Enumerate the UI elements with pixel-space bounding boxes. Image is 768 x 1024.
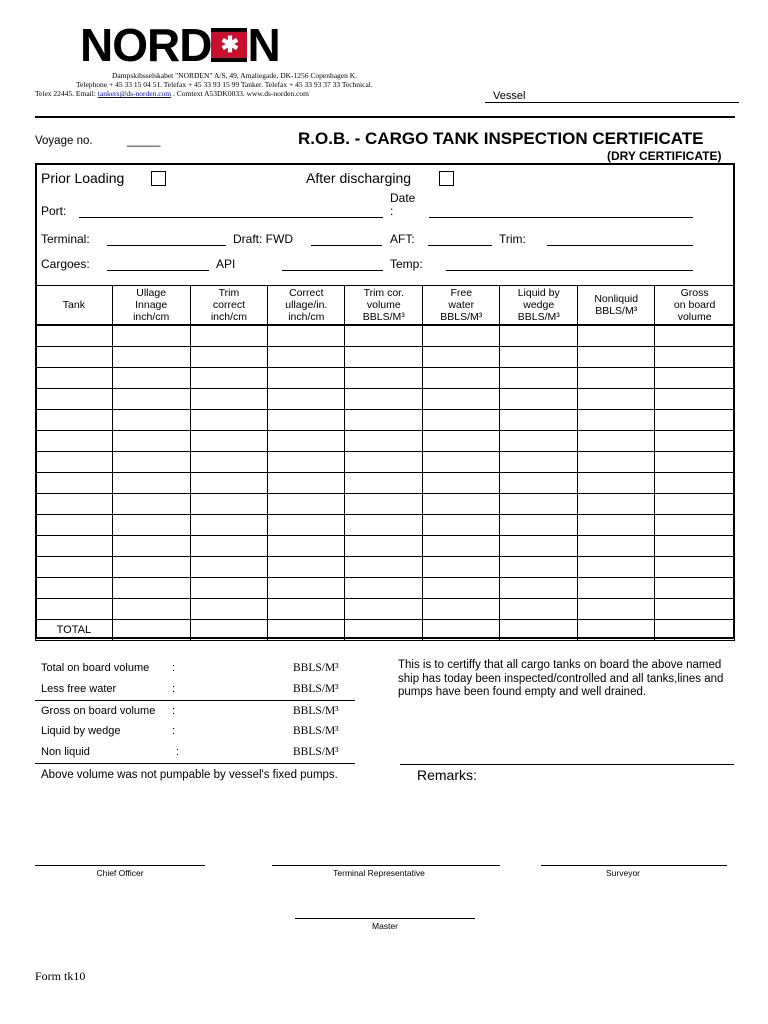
port-field[interactable] [79,217,383,218]
summary-colon: : [176,746,180,758]
table-cell[interactable] [345,473,423,494]
table-row [36,578,735,599]
table-cell[interactable] [112,431,190,452]
column-header-line: Gross [680,287,709,299]
table-cell[interactable] [268,494,345,515]
table-cell[interactable] [268,599,345,620]
table-cell[interactable] [190,557,268,578]
table-cell[interactable] [345,515,423,536]
table-cell[interactable] [190,410,268,431]
table-cell[interactable] [578,368,655,389]
table-cell[interactable] [190,368,268,389]
total-cell[interactable] [423,620,500,641]
table-cell[interactable] [112,515,190,536]
table-cell[interactable] [345,578,423,599]
prior-loading-checkbox[interactable] [151,171,166,186]
table-cell[interactable] [345,325,423,347]
table-row [36,410,735,431]
table-cell[interactable] [578,515,655,536]
table-cell[interactable] [423,368,500,389]
table-cell[interactable] [268,452,345,473]
terminal-rep-label: Terminal Representative [333,868,425,878]
table-cell[interactable] [500,515,578,536]
form-id: Form tk10 [35,969,86,983]
column-header [423,286,500,326]
table-cell[interactable] [578,389,655,410]
table-cell[interactable] [655,325,735,347]
table-cell[interactable] [423,536,500,557]
table-cell[interactable] [268,557,345,578]
cargoes-field[interactable] [107,270,209,271]
table-cell[interactable] [190,452,268,473]
table-cell[interactable] [112,389,190,410]
table-cell[interactable] [190,389,268,410]
table-cell[interactable] [190,347,268,368]
summary-colon: : [172,683,176,695]
table-row [36,515,735,536]
table-cell[interactable] [190,536,268,557]
table-cell[interactable] [268,325,345,347]
table-cell[interactable] [578,347,655,368]
table-row [36,431,735,452]
table-cell[interactable] [190,325,268,347]
table-cell[interactable] [112,347,190,368]
table-cell[interactable] [578,325,655,347]
table-cell[interactable] [345,599,423,620]
header-divider [35,116,735,118]
column-header [655,286,735,326]
table-cell[interactable] [36,389,113,410]
table-cell[interactable] [655,557,735,578]
table-cell[interactable] [500,473,578,494]
api-label: API [216,257,236,271]
summary-unit: BBLS/M³ [293,746,339,758]
total-cell[interactable] [655,620,735,641]
summary-colon: : [172,725,176,737]
summary-label: Gross on board volume [41,705,156,717]
temp-label: Temp: [390,257,423,271]
master-signature-line[interactable] [295,918,475,919]
summary-unit: BBLS/M³ [293,662,339,674]
table-cell[interactable] [423,325,500,347]
table-cell[interactable] [500,494,578,515]
table-cell[interactable] [36,410,113,431]
column-header-line: Correct [289,287,324,299]
certification-divider [400,764,734,765]
after-discharging-label: After discharging [306,170,412,186]
draft-fwd-label: Draft: FWD [233,232,293,246]
table-cell[interactable] [500,599,578,620]
email-link[interactable]: tankers@ds-norden.com [97,89,172,98]
column-header [36,286,113,326]
table-cell[interactable] [500,452,578,473]
table-cell[interactable] [345,494,423,515]
table-cell[interactable] [190,494,268,515]
tank-table-header [36,286,735,326]
table-cell[interactable] [345,452,423,473]
column-header-line: correct [212,299,245,311]
table-cell[interactable] [500,325,578,347]
table-cell[interactable] [578,431,655,452]
table-cell[interactable] [190,473,268,494]
table-cell[interactable] [268,473,345,494]
table-cell[interactable] [112,452,190,473]
api-field[interactable] [282,270,383,271]
summary-label: Non liquid [41,746,90,758]
table-cell[interactable] [423,578,500,599]
column-header [345,286,423,326]
column-header-line: ullage/in. [285,299,328,311]
page-subtitle: (DRY CERTIFICATE) [607,149,722,163]
table-cell[interactable] [268,578,345,599]
total-cell[interactable] [500,620,578,641]
vessel-field[interactable] [485,102,739,103]
table-cell[interactable] [112,325,190,347]
table-cell[interactable] [112,494,190,515]
table-cell[interactable] [36,494,113,515]
column-header-line: Nonliquid [594,293,639,305]
table-cell[interactable] [655,347,735,368]
summary-divider [35,700,355,701]
table-row [36,494,735,515]
table-cell[interactable] [578,473,655,494]
column-header-line: BBLS/M³ [440,311,483,323]
table-cell[interactable] [655,368,735,389]
column-header-line: Trim [218,287,240,299]
voyage-field[interactable]: _____ [127,133,161,147]
column-header [578,286,655,326]
tank-table-body [36,325,735,641]
terminal-label: Terminal: [41,232,90,246]
summary-unit: BBLS/M³ [293,725,339,737]
table-cell[interactable] [500,410,578,431]
table-cell[interactable] [423,347,500,368]
table-cell[interactable] [112,599,190,620]
table-row [36,389,735,410]
table-cell[interactable] [345,389,423,410]
column-header-line: BBLS/M³ [595,305,638,317]
table-cell[interactable] [112,536,190,557]
table-cell[interactable] [578,578,655,599]
total-row [36,620,735,641]
total-cell[interactable] [268,620,345,641]
telex-prefix: Telex 22445. Email: [35,89,96,98]
company-phones: Telephone + 45 33 15 04 51. Telefax + 45 33 93 15 99 Tanker. Telefax + 45 33 93 37 33 Technical. [76,80,373,89]
table-cell[interactable] [578,536,655,557]
table-cell[interactable] [190,431,268,452]
company-contacts [35,89,309,98]
summary-label: Total on board volume [41,662,150,674]
column-header-line: Free [450,287,473,299]
column-header-line: wedge [523,299,555,311]
company-logo [80,19,280,71]
table-cell[interactable] [112,473,190,494]
norden-flag-icon: ✱ [211,28,247,62]
total-cell[interactable] [112,620,190,641]
table-cell[interactable] [500,431,578,452]
summary-label: Liquid by wedge [41,725,121,737]
table-cell[interactable] [655,431,735,452]
total-cell[interactable] [578,620,655,641]
table-cell[interactable] [268,431,345,452]
table-cell[interactable] [36,578,113,599]
summary-colon: : [172,662,176,674]
table-cell[interactable] [36,452,113,473]
table-cell[interactable] [500,578,578,599]
table-cell[interactable] [112,557,190,578]
table-cell[interactable] [500,347,578,368]
draft-fwd-field[interactable] [311,245,382,246]
table-cell[interactable] [655,494,735,515]
table-row [36,557,735,578]
table-cell[interactable] [578,557,655,578]
table-cell[interactable] [500,368,578,389]
aft-field[interactable] [428,245,492,246]
table-cell[interactable] [655,410,735,431]
table-cell[interactable] [423,599,500,620]
not-pumpable-note: Above volume was not pumpable by vessel's fixed pumps. [41,769,338,781]
table-row [36,368,735,389]
column-header-line: Ullage [136,287,167,299]
vessel-label: Vessel [493,90,526,102]
column-header-line: water [448,299,475,311]
column-header-line: Trim cor. [363,287,405,299]
table-cell[interactable] [190,515,268,536]
table-cell[interactable] [268,536,345,557]
temp-field[interactable] [446,270,693,271]
after-discharging-checkbox[interactable] [439,171,454,186]
column-header [112,286,190,326]
column-header-line: inch/cm [133,311,170,323]
table-cell[interactable] [36,347,113,368]
table-cell[interactable] [423,557,500,578]
column-header-line: Tank [62,299,85,311]
trim-field[interactable] [547,245,693,246]
table-cell[interactable] [36,473,113,494]
table-cell[interactable] [500,557,578,578]
table-cell[interactable] [655,473,735,494]
table-cell[interactable] [423,431,500,452]
table-cell[interactable] [36,536,113,557]
table-cell[interactable] [655,599,735,620]
table-cell[interactable] [345,347,423,368]
table-row [36,536,735,557]
table-cell[interactable] [655,536,735,557]
table-row [36,347,735,368]
total-label: TOTAL [36,620,113,641]
column-header-line: inch/cm [210,311,248,323]
summary-label: Less free water [41,683,117,695]
column-header-line: Liquid by [517,287,560,299]
surveyor-label: Surveyor [605,868,640,878]
certification-text: This is to certiffy that all cargo tanks on board the above named ship has today been inspected/controlled and all tanks,lines and pumps have been found empty and well drained. [398,659,724,698]
remarks-label: Remarks: [417,767,477,783]
date-label: Date [390,191,416,205]
table-cell[interactable] [345,557,423,578]
summary-unit: BBLS/M³ [293,683,339,695]
table-cell[interactable] [268,389,345,410]
table-cell[interactable] [268,368,345,389]
aft-label: AFT: [390,232,415,246]
total-cell[interactable] [190,620,268,641]
table-cell[interactable] [500,536,578,557]
company-address: Dampskibsselskabet "NORDEN" A/S, 49, Amaliegade, DK-1256 Copenhagen K. [112,71,358,80]
column-header-line: volume [366,299,401,311]
table-cell[interactable] [655,389,735,410]
summary-colon: : [172,705,176,717]
table-row [36,473,735,494]
chief-officer-label: Chief Officer [96,868,144,878]
summary-unit: BBLS/M³ [293,705,339,717]
table-cell[interactable] [500,389,578,410]
table-cell[interactable] [36,368,113,389]
page-title: R.O.B. - CARGO TANK INSPECTION CERTIFICATE [298,129,704,148]
column-header-line: BBLS/M³ [362,311,405,323]
table-cell[interactable] [190,578,268,599]
table-cell[interactable] [345,368,423,389]
voyage-label: Voyage no. [35,135,93,147]
column-header-line: Innage [135,299,168,311]
terminal-rep-signature-line[interactable] [272,865,500,866]
logo-text-right: N [247,19,280,71]
table-cell[interactable] [36,325,113,347]
telex-suffix: . Comtext A53DK0033. www.ds-norden.com [173,89,309,98]
cargoes-label: Cargoes: [41,257,90,271]
logo-text-left: NORD [80,19,212,71]
table-cell[interactable] [36,515,113,536]
table-cell[interactable] [423,452,500,473]
table-cell[interactable] [36,599,113,620]
column-header-line: on board [673,299,716,311]
table-cell[interactable] [36,431,113,452]
port-label: Port: [41,204,67,218]
column-header [500,286,578,326]
date-colon: : [390,204,394,218]
master-label: Master [372,921,398,931]
table-row [36,599,735,620]
date-field[interactable] [429,217,693,218]
table-cell[interactable] [36,557,113,578]
table-cell[interactable] [423,473,500,494]
table-cell[interactable] [345,536,423,557]
summary-divider [35,763,355,764]
column-header-line: inch/cm [288,311,325,323]
surveyor-signature-line[interactable] [541,865,727,866]
table-cell[interactable] [112,410,190,431]
column-header-line: BBLS/M³ [517,311,560,323]
table-cell[interactable] [578,410,655,431]
tank-table [35,285,735,641]
table-cell[interactable] [268,347,345,368]
column-header [190,286,268,326]
table-row [36,325,735,347]
chief-officer-signature-line[interactable] [35,865,205,866]
terminal-field[interactable] [107,245,226,246]
table-cell[interactable] [112,368,190,389]
table-cell[interactable] [655,452,735,473]
table-cell[interactable] [268,410,345,431]
table-cell[interactable] [578,494,655,515]
table-cell[interactable] [268,515,345,536]
table-cell[interactable] [190,599,268,620]
table-cell[interactable] [345,410,423,431]
table-cell[interactable] [423,410,500,431]
table-cell[interactable] [423,515,500,536]
table-cell[interactable] [578,599,655,620]
table-cell[interactable] [345,431,423,452]
total-cell[interactable] [345,620,423,641]
table-row [36,452,735,473]
table-cell[interactable] [112,578,190,599]
table-cell[interactable] [423,389,500,410]
column-header-line: volume [677,311,712,323]
trim-label: Trim: [499,232,526,246]
prior-loading-label: Prior Loading [41,170,125,186]
table-cell[interactable] [423,494,500,515]
column-header [268,286,345,326]
table-cell[interactable] [655,578,735,599]
table-cell[interactable] [578,452,655,473]
table-cell[interactable] [655,515,735,536]
